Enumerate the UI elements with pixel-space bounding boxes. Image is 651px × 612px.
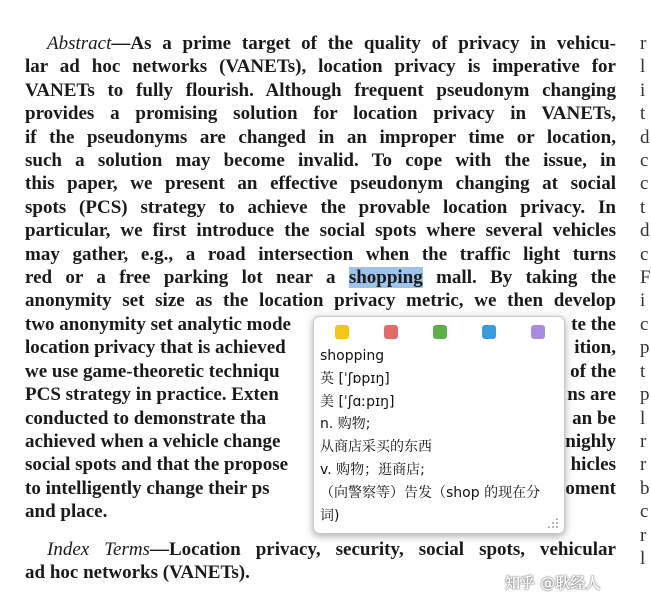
partial-line-left: PCS strategy in practice. Exten xyxy=(25,384,279,406)
partial-line-right: ition, xyxy=(574,337,616,359)
gutter-char: r xyxy=(640,454,647,476)
swatch-blue-icon[interactable] xyxy=(482,325,496,339)
gutter-char: l xyxy=(640,407,646,429)
gutter-char: i xyxy=(640,290,646,312)
gutter-char: F xyxy=(640,267,651,289)
resize-grip-icon[interactable] xyxy=(548,518,558,528)
dictionary-word: shopping xyxy=(320,348,385,364)
gutter-char: b xyxy=(640,477,650,499)
gutter-char: p xyxy=(640,337,650,359)
index-terms-line-1: Index Terms—Location privacy, security, social spots, vehicular xyxy=(47,539,616,560)
gutter-char: t xyxy=(640,196,646,218)
abstract-line-3: VANETs to fully flourish. Although frequent pseudonym changing xyxy=(25,79,616,101)
abstract-line-last: and place. xyxy=(25,501,108,523)
abstract-line-6: such a solution may become invalid. To cope with the issue, in xyxy=(25,150,616,172)
gutter-char: l xyxy=(640,547,646,569)
partial-line-right: hicles xyxy=(570,454,616,476)
abstract-line-7: this paper, we present an effective pseudonym changing at social xyxy=(25,173,616,195)
swatch-yellow-icon[interactable] xyxy=(335,325,349,339)
uk-pronunciation[interactable]: 英 [ˈʃɒpɪŋ] xyxy=(320,370,390,387)
gutter-char: r xyxy=(640,33,647,54)
definition-extra: （向警察等）告发（shop 的现在分词) xyxy=(320,484,541,524)
partial-line-right: oment xyxy=(565,477,616,499)
gutter-char: c xyxy=(640,501,649,523)
partial-line-left: two anonymity set analytic mode xyxy=(25,313,291,335)
gutter-char: r xyxy=(640,524,647,546)
watermark: 知乎 @耿经人 xyxy=(505,574,601,592)
abstract-line-1: Abstract—As a prime target of the quality of privacy in vehicu- xyxy=(47,33,616,54)
gutter-char: c xyxy=(640,313,649,335)
partial-line-right: ns are xyxy=(567,384,616,406)
partial-line-right: nighly xyxy=(565,430,616,452)
selected-word-highlight[interactable]: shopping xyxy=(348,267,423,289)
swatch-red-icon[interactable] xyxy=(384,325,398,339)
us-pronunciation[interactable]: 美 [ˈʃɑːpɪŋ] xyxy=(320,393,395,410)
swatch-green-icon[interactable] xyxy=(433,325,447,339)
gutter-char: r xyxy=(640,430,647,452)
abstract-line-10: may gather, e.g., a road intersection when the traffic light turns xyxy=(25,243,616,265)
partial-line-left: achieved when a vehicle change xyxy=(25,430,281,452)
abstract-line-9: particular, we first introduce the social spots where several vehicles xyxy=(25,220,616,242)
partial-line-left: we use game-theoretic techniqu xyxy=(25,360,280,382)
definition-noun-detail: 从商店采买的东西 xyxy=(320,439,432,456)
partial-line-right: of the xyxy=(570,360,616,382)
abstract-line-4: provides a promising solution for location privacy in VANETs, xyxy=(25,103,616,125)
partial-line-left: to intelligently change their ps xyxy=(25,477,270,499)
abstract-line-2: lar ad hoc networks (VANETs), location privacy is imperative for xyxy=(25,56,616,78)
partial-line-left: social spots and that the propose xyxy=(25,454,289,476)
dictionary-popup[interactable] xyxy=(313,316,565,534)
gutter-char: l xyxy=(640,56,646,78)
index-terms-label: Index Terms xyxy=(47,539,150,560)
next-column-edge xyxy=(640,32,651,612)
partial-line-left: location privacy that is achieved xyxy=(25,337,286,359)
index-terms-line-2: ad hoc networks (VANETs). xyxy=(25,562,250,584)
abstract-line-8: spots (PCS) strategy to achieve the provable location privacy. In xyxy=(25,196,616,218)
gutter-char: c xyxy=(640,150,649,172)
gutter-char: c xyxy=(640,243,649,265)
partial-line-right: te the xyxy=(571,313,616,335)
partial-line-left: conducted to demonstrate tha xyxy=(25,407,267,429)
abstract-line-11: red or a free parking lot near a shopping mall. By taking the xyxy=(25,267,617,289)
swatch-purple-icon[interactable] xyxy=(531,325,545,339)
gutter-char: p xyxy=(640,384,650,406)
partial-line-right: an be xyxy=(572,407,616,429)
gutter-char: t xyxy=(640,103,646,125)
gutter-char: t xyxy=(640,360,646,382)
highlight-color-swatches xyxy=(314,325,564,341)
dictionary-content xyxy=(320,345,558,527)
definition-verb: v. 购物；逛商店; xyxy=(320,461,425,478)
definition-noun: n. 购物; xyxy=(320,416,371,433)
abstract-line-12: anonymity set size as the location privacy metric, we then develop xyxy=(25,290,616,312)
gutter-char: d xyxy=(640,220,650,242)
abstract-label: Abstract xyxy=(47,33,112,54)
gutter-char: c xyxy=(640,173,649,195)
gutter-char: i xyxy=(640,79,646,101)
abstract-line-5: if the pseudonyms are changed in an improper time or location, xyxy=(25,126,616,148)
gutter-char: d xyxy=(640,126,650,148)
